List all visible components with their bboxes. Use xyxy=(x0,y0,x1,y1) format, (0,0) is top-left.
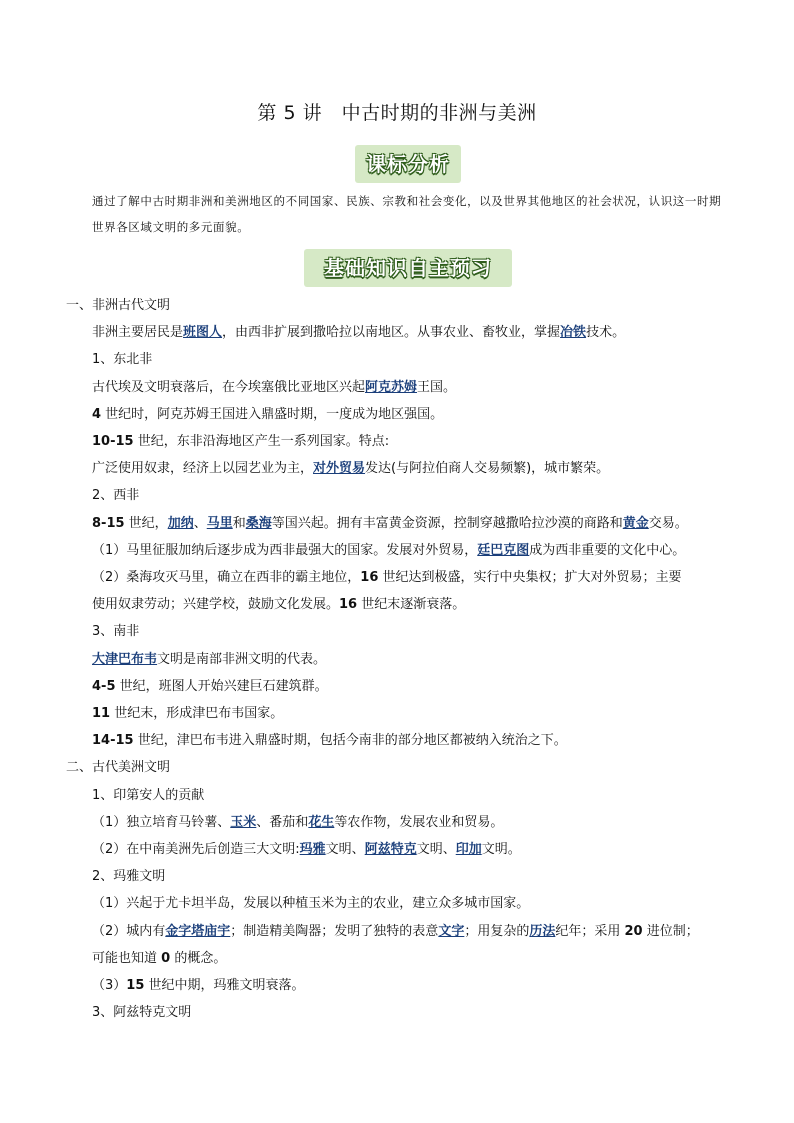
keyword-answer: 桑海 xyxy=(245,515,272,531)
text-segment: 1、东北非 xyxy=(92,352,153,368)
text-segment: 世纪，班图人开始兴建巨石建筑群。 xyxy=(115,678,328,694)
bold-number: 15 xyxy=(126,978,145,994)
paragraph xyxy=(66,918,736,945)
text-segment: 非洲主要居民是 xyxy=(92,325,184,341)
keyword-answer: 玛雅 xyxy=(299,842,326,858)
bold-number: 4-5 xyxy=(92,678,116,694)
paragraph xyxy=(66,428,736,455)
intro-paragraph: 通过了解中古时期非洲和美洲地区的不同国家、民族、宗教和社会变化，以及世界其他地区的社会状况，认识这一时期世界各区域文明的多元面貌。 xyxy=(92,194,722,234)
subsection-heading xyxy=(66,618,736,645)
paragraph xyxy=(66,836,736,863)
text-segment: 文明是南部非洲文明的代表。 xyxy=(157,651,327,667)
text-segment: （2）在中南美洲先后创造三大文明: xyxy=(92,842,300,858)
text-segment: 广泛使用奴隶，经济上以园艺业为主， xyxy=(92,461,314,477)
bold-number: 8-15 xyxy=(92,515,125,531)
keyword-answer: 阿克苏姆 xyxy=(365,379,418,395)
subsection-heading xyxy=(66,782,736,809)
subsection-heading xyxy=(66,346,736,373)
bold-number: 10-15 xyxy=(92,434,134,450)
text-segment: 二、古代美洲文明 xyxy=(66,760,171,776)
text-segment: 3、南非 xyxy=(92,624,140,640)
text-segment: （1）独立培育马铃薯、 xyxy=(92,814,231,830)
keyword-answer: 印加 xyxy=(455,842,482,858)
keyword-answer: 玉米 xyxy=(230,814,257,830)
self-study-banner: 基础知识自主预习 xyxy=(304,249,512,287)
paragraph xyxy=(66,727,736,754)
keyword-answer: 加纳 xyxy=(167,515,194,531)
text-segment: 世纪，津巴布韦进入鼎盛时期，包括今南非的部分地区都被纳入统治之下。 xyxy=(133,733,567,749)
text-segment: 古代埃及文明衰落后，在今埃塞俄比亚地区兴起 xyxy=(92,379,366,395)
text-segment: 的概念。 xyxy=(170,950,227,966)
keyword-answer: 马里 xyxy=(206,515,233,531)
text-segment: 文明。 xyxy=(481,842,521,858)
text-segment: 进位制； xyxy=(642,923,699,939)
text-segment: 和 xyxy=(232,515,246,531)
keyword-answer: 金字塔庙宇 xyxy=(165,923,231,939)
text-segment: 世纪，东非沿海地区产生一系列国家。特点: xyxy=(133,434,390,450)
paragraph xyxy=(66,646,736,673)
text-segment: ；用复杂的 xyxy=(464,923,530,939)
keyword-answer: 黄金 xyxy=(622,515,649,531)
keyword-answer: 大津巴布韦 xyxy=(92,651,158,667)
text-segment: 、番茄和 xyxy=(256,814,309,830)
text-segment: 纪年；采用 xyxy=(555,923,625,939)
text-segment: 一、非洲古代文明 xyxy=(66,298,171,313)
section-heading xyxy=(66,754,736,781)
text-segment: （2）城内有 xyxy=(92,923,166,939)
keyword-answer: 阿兹特克 xyxy=(364,842,417,858)
text-segment: 发达(与阿拉伯商人交易频繁)，城市繁荣。 xyxy=(365,461,610,477)
text-segment: 成为西非重要的文化中心。 xyxy=(529,542,686,558)
keyword-answer: 花生 xyxy=(308,814,335,830)
text-segment: 技术。 xyxy=(586,325,626,341)
paragraph xyxy=(66,890,736,917)
keyword-answer: 对外贸易 xyxy=(313,461,366,477)
keyword-answer: 历法 xyxy=(529,923,556,939)
text-segment: 世纪末，形成津巴布韦国家。 xyxy=(110,706,284,722)
paragraph xyxy=(66,510,736,537)
text-segment: 世纪中期，玛雅文明衰落。 xyxy=(144,978,305,994)
text-segment: （1）兴起于尤卡坦半岛，发展以种植玉米为主的农业，建立众多城市国家。 xyxy=(92,896,530,912)
bold-number: 11 xyxy=(92,706,111,722)
paragraph xyxy=(66,972,736,999)
text-segment: （3） xyxy=(92,978,127,994)
paragraph xyxy=(66,401,736,428)
bold-number: 0 xyxy=(161,950,171,966)
text-segment: （1）马里征服加纳后逐步成为西非最强大的国家。发展对外贸易， xyxy=(92,542,478,558)
text-segment: 世纪， xyxy=(124,515,168,531)
keyword-answer: 冶铁 xyxy=(560,325,587,341)
paragraph xyxy=(66,945,736,972)
text-segment: 、 xyxy=(193,515,207,531)
bold-number: 16 xyxy=(360,570,379,586)
text-segment: 王国。 xyxy=(417,379,457,395)
subsection-heading xyxy=(66,482,736,509)
text-segment: 2、西非 xyxy=(92,488,140,504)
bold-number: 16 xyxy=(339,597,358,613)
paragraph xyxy=(66,673,736,700)
text-segment: 使用奴隶劳动；兴建学校，鼓励文化发展。 xyxy=(92,597,340,613)
text-segment: 世纪达到极盛，实行中央集权；扩大对外贸易；主要 xyxy=(378,570,682,586)
section-heading xyxy=(66,292,736,319)
text-segment: 1、印第安人的贡献 xyxy=(92,787,205,803)
bold-number: 14-15 xyxy=(92,733,134,749)
keyword-answer: 文字 xyxy=(438,923,465,939)
paragraph xyxy=(66,319,736,346)
text-segment: 世纪末逐渐衰落。 xyxy=(357,597,466,613)
keyword-answer: 廷巴克图 xyxy=(477,542,530,558)
bold-number: 4 xyxy=(92,406,102,422)
text-segment: 文明、 xyxy=(416,842,456,858)
curriculum-analysis-banner: 课标分析 xyxy=(355,145,461,183)
bold-number: 20 xyxy=(624,923,643,939)
keyword-answer: 班图人 xyxy=(183,325,223,341)
text-segment: （2）桑海攻灭马里，确立在西非的霸主地位， xyxy=(92,570,361,586)
text-segment: 交易。 xyxy=(648,515,688,531)
text-segment: 3、阿兹特克文明 xyxy=(92,1005,192,1021)
text-segment: 世纪时，阿克苏姆王国进入鼎盛时期，一度成为地区强国。 xyxy=(101,406,444,422)
paragraph xyxy=(66,564,736,591)
subsection-heading xyxy=(66,863,736,890)
page-title: 第 5 讲 中古时期的非洲与美洲 xyxy=(257,102,537,124)
paragraph xyxy=(66,809,736,836)
content-body xyxy=(66,292,736,1026)
paragraph xyxy=(66,537,736,564)
text-segment: ；制造精美陶器；发明了独特的表意 xyxy=(230,923,439,939)
text-segment: ，由西非扩展到撒哈拉以南地区。从事农业、畜牧业，掌握 xyxy=(222,325,561,341)
text-segment: 可能也知道 xyxy=(92,950,162,966)
paragraph xyxy=(66,700,736,727)
text-segment: 等国兴起。拥有丰富黄金资源，控制穿越撒哈拉沙漠的商路和 xyxy=(271,515,623,531)
text-segment: 等农作物，发展农业和贸易。 xyxy=(334,814,504,830)
text-segment: 2、玛雅文明 xyxy=(92,869,166,885)
paragraph xyxy=(66,374,736,401)
paragraph xyxy=(66,591,736,618)
paragraph xyxy=(66,455,736,482)
text-segment: 文明、 xyxy=(325,842,365,858)
subsection-heading xyxy=(66,999,736,1026)
